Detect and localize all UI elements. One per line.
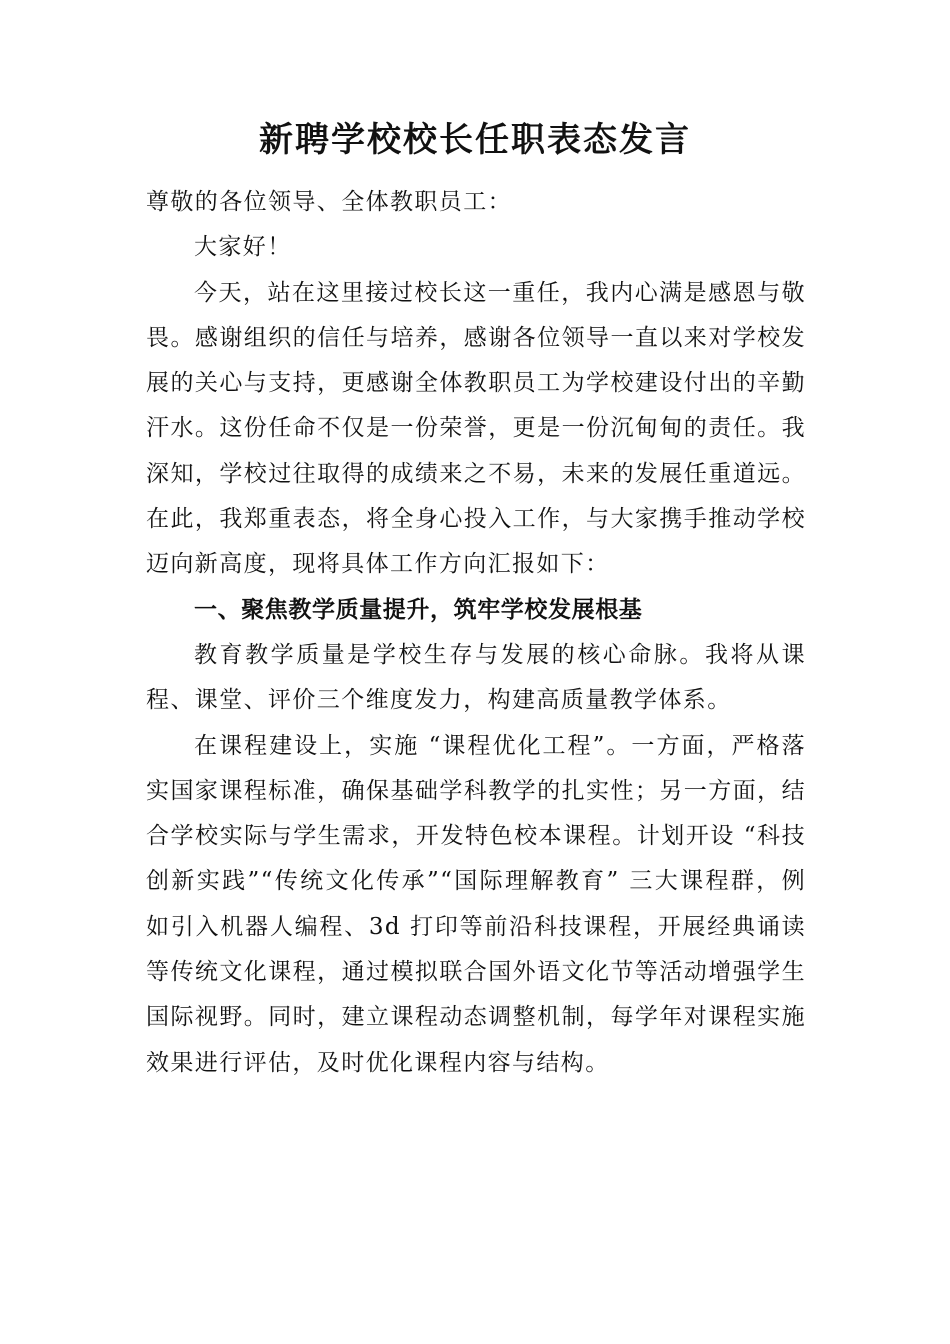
greeting: 大家好！	[194, 234, 292, 261]
salutation: 尊敬的各位领导、全体教职员工：	[146, 189, 512, 215]
intro-paragraph: 今天，站在这里接过校长这一重任，我内心满是感恩与敬畏。感谢组织的信任与培养，感谢各位领导一直以来对学校发展的关心与支持，更感谢全体教职员工为学校建设付出的辛勤汗水。这份任命不仅是一份荣誉，更是一份沉甸甸的责任。我深知，学校过往取得的成绩来之不易，未来的发展任重道远。在此，我郑重表态，将全身心投入工作，与大家携手推动学校迈向新高度，现将具体工作方向汇报如下：	[146, 279, 806, 578]
section-heading: 一、聚焦教学质量提升，筑牢学校发展根基	[194, 596, 643, 623]
page-title: 新聘学校校长任职表态发言	[259, 120, 691, 160]
section-paragraph: 教育教学质量是学校生存与发展的核心命脉。我将从课程、课堂、评价三个维度发力，构建高质量教学体系。	[146, 641, 806, 714]
section-paragraph: 在课程建设上，实施 “课程优化工程”。一方面，严格落实国家课程标准，确保基础学科教学的扎实性；另一方面，结合学校实际与学生需求，开发特色校本课程。计划开设 “科技创新实践”“传统文化传承”“国际理解教育” 三大课程群，例如引入机器人编程、3d 打印等前沿科技课程，开展经典诵读等传统文化课程，通过模拟联合国外语文化节等活动增强学生国际视野。同时，建立课程动态调整机制，每学年对课程实施效果进行评估，及时优化课程内容与结构。	[146, 732, 806, 1076]
document-body	[146, 180, 806, 1086]
